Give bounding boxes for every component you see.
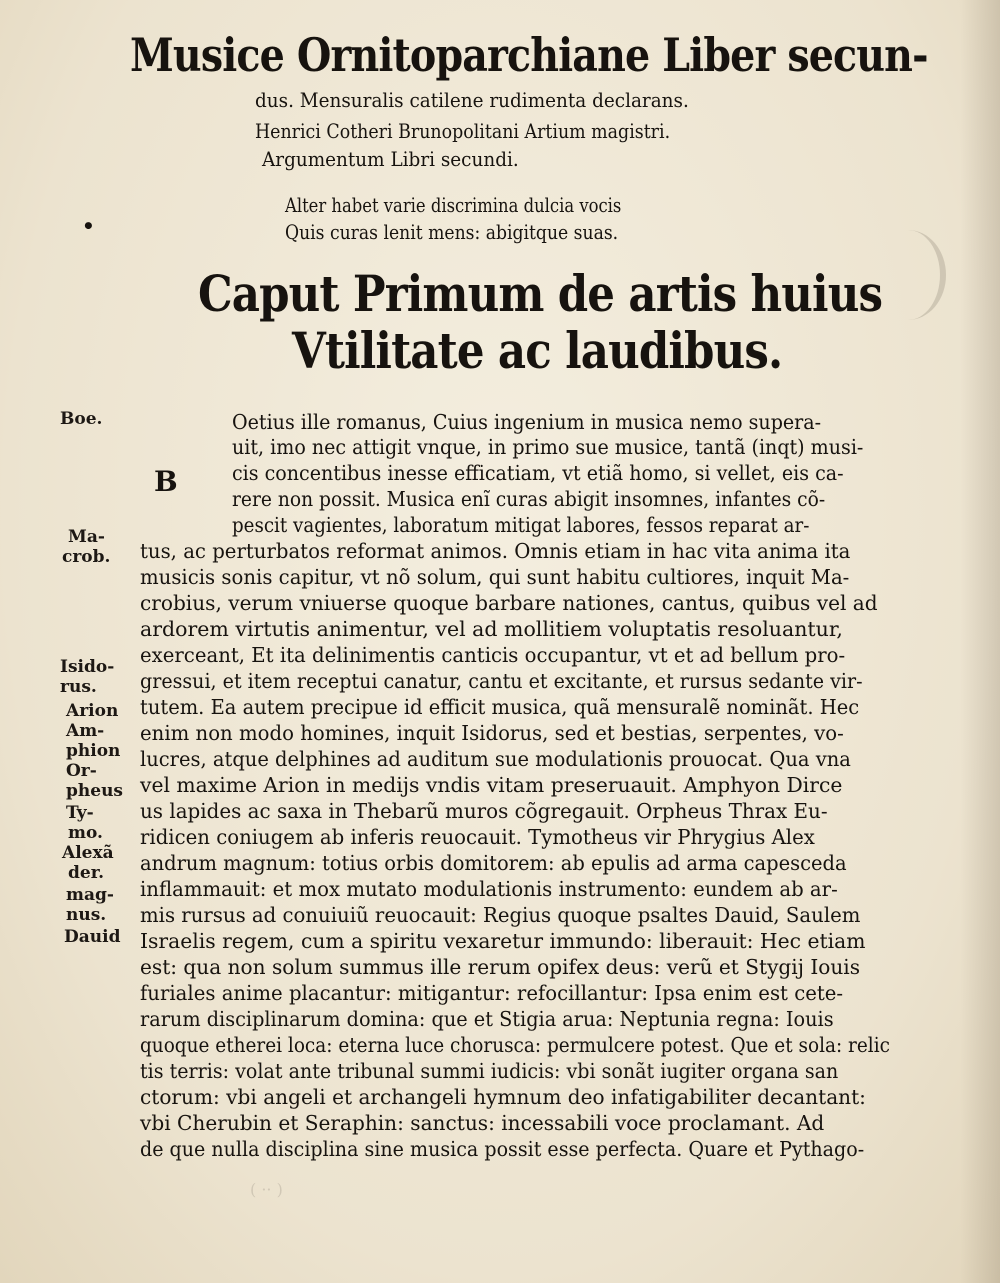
margin-note: phion [66, 741, 121, 761]
text-line: quoque etherei loca: eterna luce choruscа: permulcere potest. Que et sola: relic [140, 1033, 890, 1057]
text-line: us lapides ac saxa in Thebarũ muros cõgregauit. Orpheus Thrax Eu- [140, 799, 828, 823]
text-line: rere non possit. Musica enĩ curas abigit insomnes, infantes cõ- [232, 487, 826, 511]
author-line: Henrici Cotheri Brunopolitani Artium magistri. [255, 119, 671, 143]
margin-note: mo. [68, 823, 103, 843]
text-line: vel maxime Arion in medijs vndis vitam preseruauit. Amphyon Dirce [140, 773, 843, 797]
subtitle-line-1: dus. Mensuralis catilene rudimenta declarans. [255, 88, 689, 112]
text-line: tus, ac perturbatos reformat animos. Omnis etiam in hac vita anima ita [140, 539, 851, 563]
text-line: andrum magnum: totius orbis domitorem: ab epulis ad arma capesceda [140, 851, 847, 875]
text-line: rarum disciplinarum domina: que et Stigia arua: Neptunia regna: Iouis [140, 1007, 834, 1031]
margin-note: rus. [60, 677, 97, 697]
verse-line-1: Alter habet varie discrimina dulcia vocis [285, 193, 622, 217]
verse-line-2: Quis curas lenit mens: abigitque suas. [285, 220, 619, 244]
margin-note: crob. [62, 547, 111, 567]
text-line: inflammauit: et mox mutato modulationis instrumento: eundem ab ar- [140, 877, 838, 901]
margin-note: Boe. [60, 409, 103, 429]
text-line: tis terris: volat ante tribunal summi iudicis: vbi sonãt iugiter organa san [140, 1059, 839, 1083]
book-title: Musice Ornitoparchiane Liber secun- [130, 28, 928, 82]
text-line: uit, imo nec attigit vnque, in primo sue musice, tantã (inqt) musi- [232, 435, 864, 459]
page-edge-shadow [960, 0, 1000, 1283]
text-line: est: qua non solum summus ille rerum opifex deus: verũ et Stygij Iouis [140, 955, 861, 979]
bleed-through-mark: ( ·· ) [250, 1180, 283, 1199]
text-line: enim non modo homines, inquit Isidorus, sed et bestias, serpentes, vo- [140, 721, 844, 745]
margin-note: pheus [66, 781, 123, 801]
margin-note: Ma- [68, 527, 105, 547]
text-line: exerceant, Et ita delinimentis canticis occupantur, vt et ad bellum pro- [140, 643, 846, 667]
margin-note: Isido- [60, 657, 115, 677]
margin-note: mag- [66, 885, 114, 905]
text-line: ridicen coniugem ab inferis reuocauit. Tymotheus vir Phrygius Alex [140, 825, 815, 849]
text-line: musicis sonis capitur, vt nõ solum, qui sunt habitu cultiores, inquit Ma- [140, 565, 850, 589]
text-line: furiales anime placantur: mitigantur: refocillantur: Ipsa enim est cete- [140, 981, 844, 1005]
text-line: lucres, atque delphines ad auditum sue modulationis prouocat. Qua vna [140, 747, 851, 771]
margin-note: der. [68, 863, 105, 883]
argument-heading: Argumentum Libri secundi. [262, 147, 519, 171]
text-line: tutem. Ea autem precipue id efficit musica, quã mensuralẽ nominãt. Hec [140, 695, 860, 719]
text-line: mis rursus ad conuiuiũ reuocauit: Regius quoque psaltes Dauid, Saulem [140, 903, 861, 927]
drop-initial: B [154, 465, 178, 498]
text-line: de que nulla disciplina sine musica possit esse perfecta. Quare et Pythago- [140, 1137, 865, 1161]
margin-note: Dauid [64, 927, 121, 947]
chapter-heading-line-2: Vtilitate ac laudibus. [292, 321, 783, 380]
text-line: crobius, verum vniuerse quoque barbare nationes, cantus, quibus vel ad [140, 591, 878, 615]
text-line: gressui, et item receptui canatur, cantu et excitante, et rursus sedante vir- [140, 669, 863, 693]
chapter-heading-line-1: Caput Primum de artis huius [198, 264, 883, 323]
margin-note: Alexã [62, 843, 114, 863]
margin-note: nus. [66, 905, 107, 925]
ornament-dot: • [82, 214, 95, 238]
text-line: cis concentibus inesse efficatiam, vt etiã homo, si vellet, eis ca- [232, 461, 844, 485]
text-line: vbi Cherubin et Seraphin: sanctus: incessabili voce proclamant. Ad [140, 1111, 825, 1135]
margin-note: Ty- [66, 803, 94, 823]
text-line: ardorem virtutis animentur, vel ad mollitiem voluptatis resoluantur, [140, 617, 843, 641]
text-line: Israelis regem, cum a spiritu vexaretur immundo: liberauit: Hec etiam [140, 929, 866, 953]
text-line: ctorum: vbi angeli et archangeli hymnum deo infatigabiliter decantant: [140, 1085, 866, 1109]
text-line: Oetius ille romanus, Cuius ingenium in musica nemo supera- [232, 410, 822, 434]
margin-note: Am- [66, 721, 105, 741]
text-line: pescit vagientes, laboratum mitigat labores, fessos reparat ar- [232, 513, 810, 537]
margin-note: Or- [66, 761, 97, 781]
margin-note: Arion [66, 701, 119, 721]
